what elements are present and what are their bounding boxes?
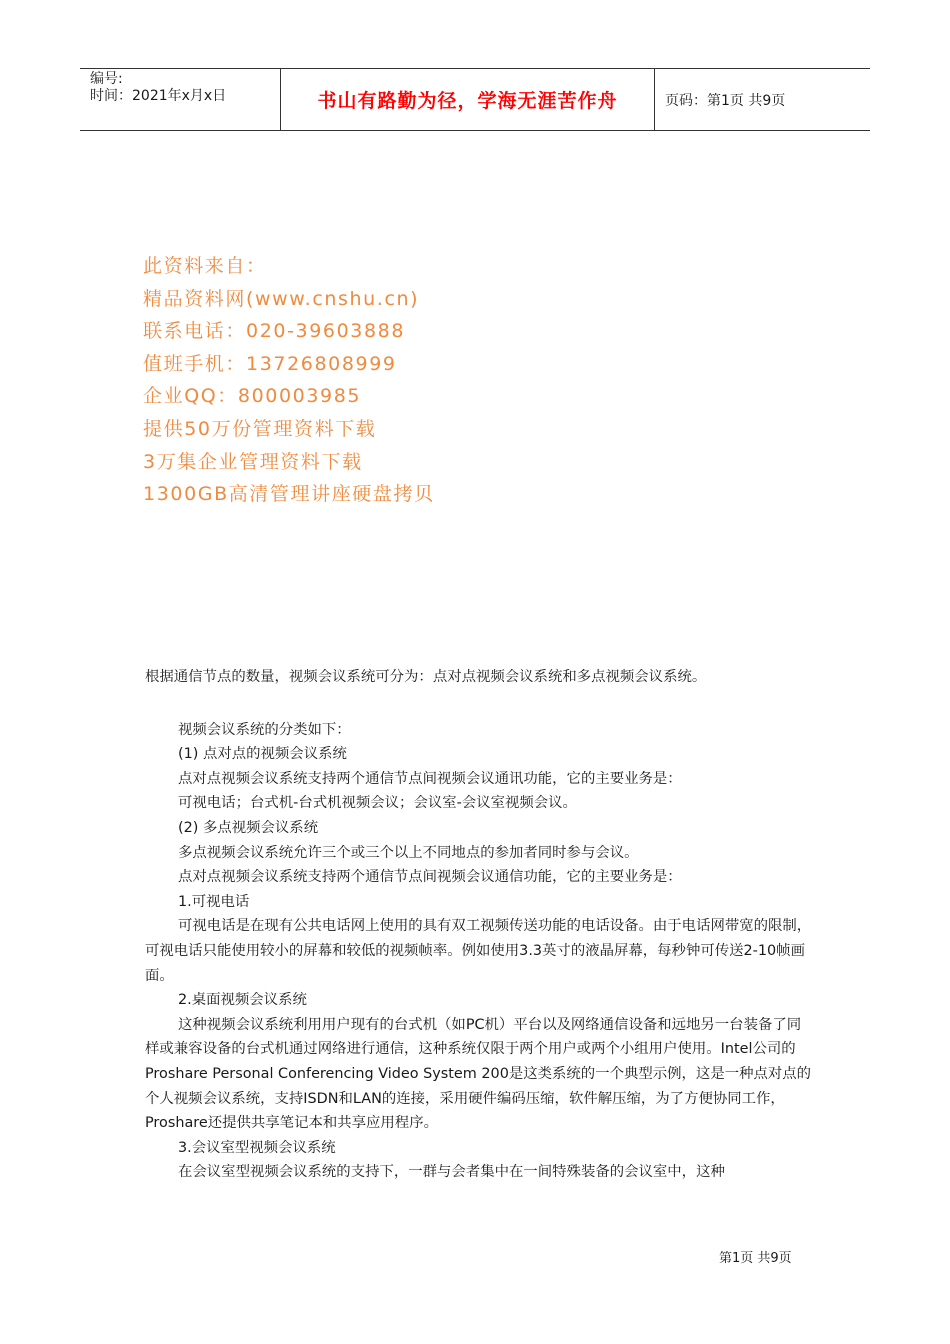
document-body: [145, 665, 815, 1185]
header-meta: [80, 69, 281, 130]
subheading: (1) 点对点的视频会议系统: [178, 746, 347, 763]
ad-line: 值班手机：13726808999: [143, 352, 397, 375]
paragraph: 可视电话；台式机-台式机视频会议；会议室-会议室视频会议。: [178, 795, 577, 812]
page-header: [80, 68, 870, 131]
subheading: (2) 多点视频会议系统: [178, 819, 319, 836]
ad-line: 联系电话：020-39603888: [143, 320, 406, 343]
paragraph: 可视电话是在现有公共电话网上使用的具有双工视频传送功能的电话设备。由于电话网带宽的限制，可视电话只能使用较小的屏幕和较低的视频帧率。例如使用3.3英寸的液晶屏幕，每秒钟可传送2-10帧画面。: [145, 918, 812, 984]
section-intro: 视频会议系统的分类如下：: [178, 721, 351, 738]
paragraph: 在会议室型视频会议系统的支持下，一群与会者集中在一间特殊装备的会议室中，这种: [178, 1164, 725, 1181]
paragraph: 这种视频会议系统利用用户现有的台式机（如PC机）平台以及网络通信设备和远地另一台装备了同样或兼容设备的台式机通过网络进行通信，这种系统仅限于两个用户或两个小组用户使用。Intel公司的Proshare Personal Conferencing Video System 200是这类系统的一个典型示例，这是一种点对点的个人视频会议系统，支持ISDN和LAN的连接，采用硬件编码压缩，软件解压缩，为了方便协同工作，Proshare还提供共享笔记本和共享应用程序。: [145, 1016, 812, 1132]
ad-line: 3万集企业管理资料下载: [143, 450, 363, 473]
source-advertisement: [143, 250, 435, 511]
ad-line: 1300GB高清管理讲座硬盘拷贝: [143, 483, 435, 506]
subheading: 2.桌面视频会议系统: [178, 992, 307, 1009]
ad-line: 提供50万份管理资料下载: [143, 417, 377, 440]
header-motto: 书山有路勤为径，学海无涯苦作舟: [281, 69, 655, 130]
paragraph: 点对点视频会议系统支持两个通信节点间视频会议通信功能，它的主要业务是：: [178, 869, 682, 886]
subheading: 1.可视电话: [178, 893, 250, 910]
lead-paragraph: 根据通信节点的数量，视频会议系统可分为：点对点视频会议系统和多点视频会议系统。: [145, 669, 707, 685]
document-date: 时间：2021年x月x日: [90, 88, 227, 104]
ad-line: 精品资料网(www.cnshu.cn): [143, 287, 420, 310]
ad-line: 此资料来自：: [143, 255, 267, 277]
ad-line: 企业QQ：800003985: [143, 385, 362, 408]
paragraph: 多点视频会议系统允许三个或三个以上不同地点的参加者同时参与会议。: [178, 844, 639, 861]
header-page-info: 页码：第1页 共9页: [665, 92, 786, 109]
document-number-label: 编号:: [90, 71, 123, 87]
page-footer: 第1页 共9页: [719, 1251, 792, 1266]
paragraph: 点对点视频会议系统支持两个通信节点间视频会议通讯功能，它的主要业务是：: [178, 770, 682, 787]
subheading: 3.会议室型视频会议系统: [178, 1139, 336, 1156]
